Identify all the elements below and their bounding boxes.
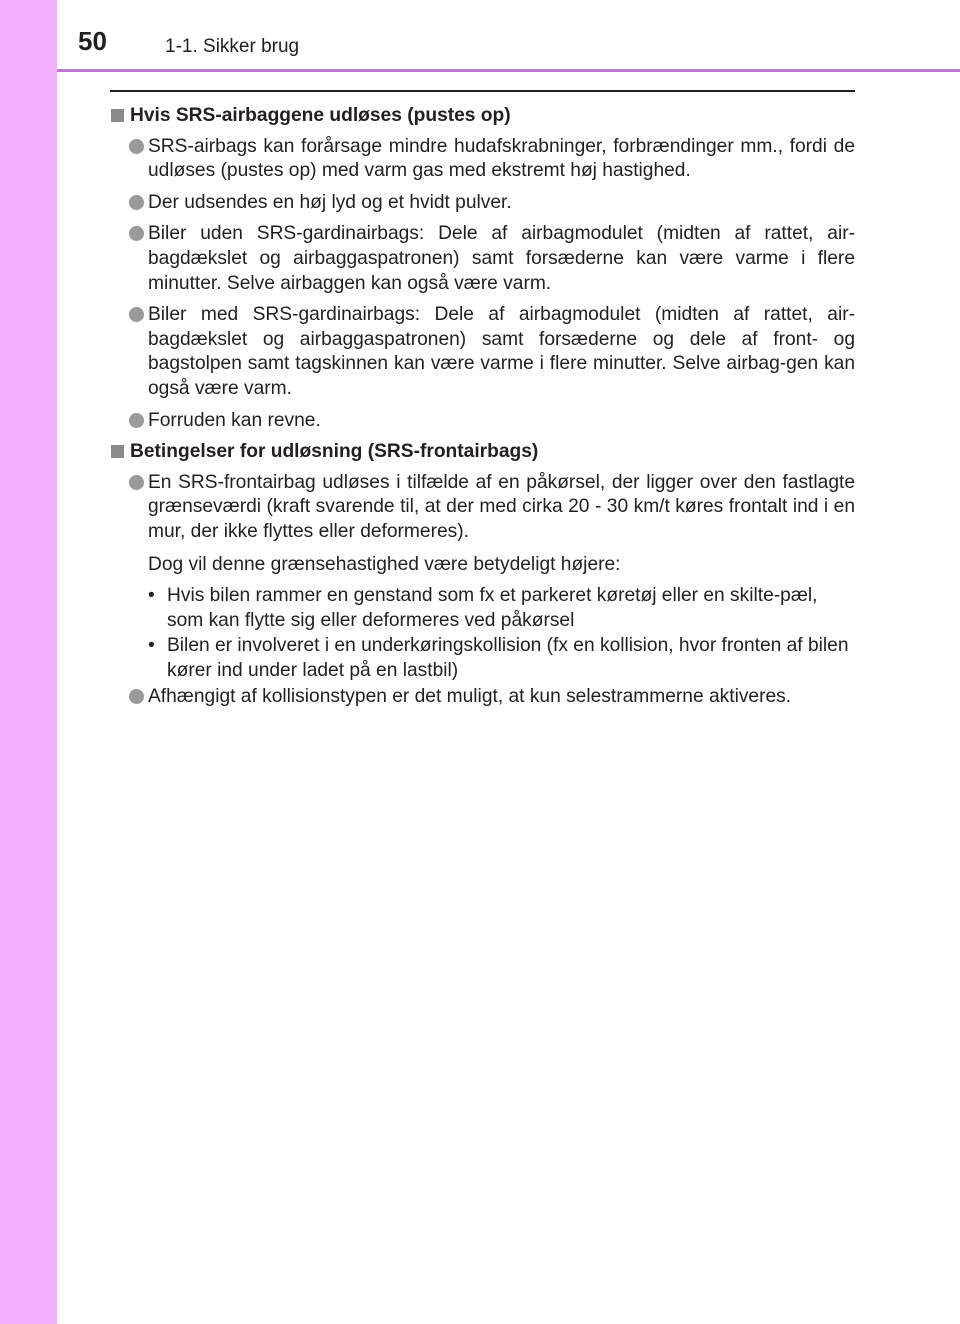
- list-item: [110, 222, 855, 296]
- dot-icon: [129, 139, 144, 154]
- dot-icon: [129, 413, 144, 428]
- list-item-text: Der udsendes en høj lyd og et hvidt pulver.: [148, 191, 512, 213]
- list-item: [110, 135, 855, 184]
- paragraph: Dog vil denne grænsehastighed være betydeligt højere:: [148, 553, 621, 575]
- page-number: 50: [78, 26, 107, 56]
- section-heading-text: Betingelser for udløsning (SRS-frontairbags): [130, 441, 539, 463]
- list-item-text: Forruden kan revne.: [148, 409, 321, 431]
- chapter-title: 1-1. Sikker brug: [165, 36, 300, 57]
- side-color-band: [0, 0, 57, 1324]
- list-item-text: SRS-airbags kan forårsage mindre hudafskrabninger, forbrændinger mm., fordi de udløses (pustes op) med varm gas med ekstremt høj hastighed.: [148, 135, 855, 182]
- list-item: [110, 303, 855, 401]
- dot-icon: [129, 475, 144, 490]
- list-item: [110, 685, 855, 710]
- sub-list: [110, 584, 855, 683]
- header-bar: [57, 0, 960, 70]
- list-item-text: Afhængigt af kollisionstypen er det muligt, at kun selestrammerne aktiveres.: [148, 686, 792, 708]
- section-heading: [110, 440, 855, 465]
- page-content: [110, 98, 855, 717]
- sub-list-item: [110, 584, 855, 633]
- list-item-text: Biler med SRS-gardinairbags: Dele af airbagmodulet (midten af rattet, air-bagdækslet og airbaggaspatronen) samt forsæderne og dele af front- og bagstolpen samt tagskinnen kan være varme i flere minutter. Selve airbag-gen kan også være varm.: [148, 304, 855, 399]
- list-item-text: Biler uden SRS-gardinairbags: Dele af airbagmodulet (midten af rattet, air-bagdækslet og airbaggaspatronen) samt forsæderne kan være varme i flere minutter. Selve airbaggen kan også være varm.: [148, 223, 855, 294]
- sub-list-item-text: Hvis bilen rammer en genstand som fx et parkeret køretøj eller en skilte-pæl, som kan flytte sig eller deformeres ved påkørsel: [167, 585, 818, 631]
- dot-icon: [129, 307, 144, 322]
- content-top-rule: [110, 90, 855, 92]
- list-item: [110, 409, 855, 434]
- section-heading: [110, 104, 855, 129]
- list-item-text: En SRS-frontairbag udløses i tilfælde af en påkørsel, der ligger over den fastlagte grænseværdi (kraft svarende til, at der med cirka 20 - 30 km/t køres frontalt ind i en mur, der ikke flyttes eller deformeres).: [148, 471, 855, 542]
- dot-icon: [129, 689, 144, 704]
- header-divider: [57, 69, 960, 72]
- square-icon: [111, 109, 124, 122]
- sub-list-item: [110, 634, 855, 683]
- square-icon: [111, 445, 124, 458]
- dot-icon: [129, 226, 144, 241]
- section-heading-text: Hvis SRS-airbaggene udløses (pustes op): [130, 105, 511, 126]
- list-item: [110, 191, 855, 216]
- small-bullet-icon: •: [148, 635, 155, 657]
- small-bullet-icon: •: [148, 585, 155, 607]
- dot-icon: [129, 195, 144, 210]
- list-item: [110, 471, 855, 545]
- sub-list-item-text: Bilen er involveret i en underkøringskollision (fx en kollision, hvor fronten af bilen kører ind under ladet på en lastbil): [167, 635, 849, 681]
